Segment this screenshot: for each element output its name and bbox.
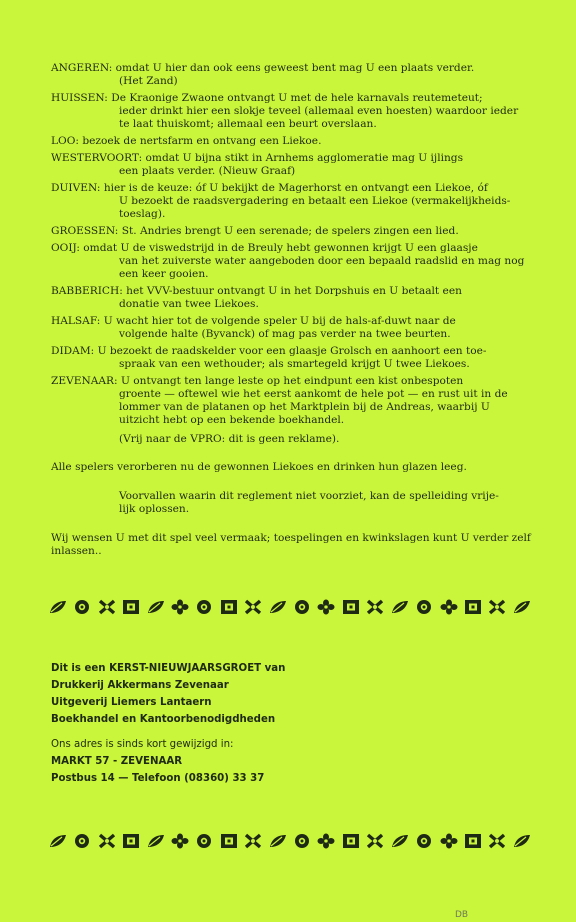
paragraph-voorvallen-b: lijk oplossen.: [119, 503, 190, 515]
rule-lead: ANGEREN: omdat U hier dan ook eens geweest bent mag U een plaats verder.: [51, 62, 475, 74]
cross-icon: [97, 599, 117, 615]
corner-stamp: DB: [455, 910, 469, 920]
paragraph-voorvallen-a: Voorvallen waarin dit reglement niet voorziet, kan de spelleiding vrije-: [119, 490, 499, 502]
square-icon: [463, 599, 483, 615]
rule-lead: HALSAF: U wacht hier tot de volgende speler U bij de hals-af-duwt naar de: [51, 315, 456, 327]
rule-entry: [51, 315, 531, 341]
cross-icon: [365, 599, 385, 615]
rosette-icon: [72, 833, 92, 849]
rule-lead: OOIJ: omdat U de viswedstrijd in de Breuly hebt gewonnen krijgt U een glaasje: [51, 242, 478, 254]
address-changed-note: Ons adres is sinds kort gewijzigd in:: [51, 739, 234, 750]
rule-entry: [51, 62, 531, 88]
leaf-icon: [48, 833, 68, 849]
vpro-quote: (Vrij naar de VPRO: dit is geen reklame).: [119, 433, 340, 445]
rosette-icon: [292, 599, 312, 615]
rule-entry: [51, 345, 531, 371]
cross-icon: [487, 599, 507, 615]
rule-entry: [51, 375, 531, 427]
flower-icon: [316, 599, 336, 615]
rule-continuation: een plaats verder. (Nieuw Graaf): [119, 165, 296, 177]
leaf-icon: [146, 599, 166, 615]
rule-continuation: volgende halte (Byvanck) of mag pas verder na twee beurten.: [119, 328, 451, 340]
rule-entry: [51, 135, 531, 148]
cross-icon: [487, 833, 507, 849]
rule-lead: DUIVEN: hier is de keuze: óf U bekijkt de Magerhorst en ontvangt een Liekoe, óf: [51, 182, 488, 194]
cross-icon: [97, 833, 117, 849]
flower-icon: [170, 599, 190, 615]
rule-continuation: spraak van een wethouder; als smartegeld krijgt U twee Liekoes.: [119, 358, 470, 370]
cross-icon: [243, 599, 263, 615]
ornament-border-bottom: [48, 832, 532, 850]
rule-continuation: van het zuiverste water aangeboden door een bepaald raadslid en mag nog een keer gooien.: [119, 255, 525, 280]
leaf-icon: [390, 833, 410, 849]
square-icon: [341, 599, 361, 615]
square-icon: [463, 833, 483, 849]
flower-icon: [439, 599, 459, 615]
rule-continuation: donatie van twee Liekoes.: [119, 298, 259, 310]
rule-entry: [51, 152, 531, 178]
square-icon: [219, 599, 239, 615]
rule-lead: BABBERICH: het VVV-bestuur ontvangt U in het Dorpshuis en U betaalt een: [51, 285, 462, 297]
leaf-icon: [268, 833, 288, 849]
rule-continuation: (Het Zand): [119, 75, 178, 87]
rule-entry: [51, 242, 531, 281]
rosette-icon: [194, 599, 214, 615]
square-icon: [219, 833, 239, 849]
company-publisher: Uitgeverij Liemers Lantaern: [51, 697, 212, 708]
rosette-icon: [414, 833, 434, 849]
address-postbus-phone: Postbus 14 — Telefoon (08360) 33 37: [51, 773, 265, 784]
paragraph-spelers: Alle spelers verorberen nu de gewonnen Liekoes en drinken hun glazen leeg.: [51, 461, 467, 473]
paragraph-wensen: Wij wensen U met dit spel veel vermaak; toespelingen en kwinkslagen kunt U verder zelf inlassen..: [51, 532, 531, 557]
flower-icon: [316, 833, 336, 849]
rule-continuation: U bezoekt de raadsvergadering en betaalt een Liekoe (vermakelijkheids-toeslag).: [119, 195, 511, 220]
leaf-icon: [146, 833, 166, 849]
rule-entry: [51, 285, 531, 311]
leaf-icon: [48, 599, 68, 615]
company-printer: Drukkerij Akkermans Zevenaar: [51, 680, 229, 691]
rule-entry: [51, 182, 531, 221]
rule-lead: HUISSEN: De Kraonige Zwaone ontvangt U met de hele karnavals reutemeteut;: [51, 92, 483, 104]
square-icon: [121, 833, 141, 849]
rule-continuation: ieder drinkt hier een slokje teveel (allemaal even hoesten) waardoor ieder te laat thuiskomt; allemaal een beurt overslaan.: [119, 105, 519, 130]
rosette-icon: [292, 833, 312, 849]
leaf-icon: [390, 599, 410, 615]
rule-continuation: groente — oftewel wie het eerst aankomt de hele pot — en rust uit in de lommer van de platanen op het Marktplein bij de Andreas, waarbij U uitzicht hebt op een bekende boekhandel.: [119, 388, 508, 426]
rosette-icon: [414, 599, 434, 615]
square-icon: [341, 833, 361, 849]
square-icon: [121, 599, 141, 615]
ornament-border-top: [48, 598, 532, 616]
address-street: MARKT 57 - ZEVENAAR: [51, 756, 183, 767]
footer-greeting: [51, 660, 531, 787]
rosette-icon: [194, 833, 214, 849]
cross-icon: [243, 833, 263, 849]
rule-lead: ZEVENAAR: U ontvangt ten lange leste op het eindpunt een kist onbespoten: [51, 375, 464, 387]
rule-entry: [51, 92, 531, 131]
rules-list: [51, 62, 531, 446]
leaf-icon: [268, 599, 288, 615]
rule-entry: [51, 225, 531, 238]
company-bookstore: Boekhandel en Kantoorbenodigdheden: [51, 714, 276, 725]
flower-icon: [439, 833, 459, 849]
rule-lead: WESTERVOORT: omdat U bijna stikt in Arnhems agglomeratie mag U ijlings: [51, 152, 464, 164]
paragraph-voorvallen: [51, 490, 531, 516]
leaf-icon: [512, 599, 532, 615]
rule-lead: DIDAM: U bezoekt de raadskelder voor een glaasje Grolsch en aanhoort een toe-: [51, 345, 487, 357]
leaf-icon: [512, 833, 532, 849]
rule-lead: GROESSEN: St. Andries brengt U een serenade; de spelers zingen een lied.: [51, 225, 459, 237]
rule-lead: LOO: bezoek de nertsfarm en ontvang een Liekoe.: [51, 135, 322, 147]
flower-icon: [170, 833, 190, 849]
greeting-line: Dit is een KERST-NIEUWJAARSGROET van: [51, 663, 286, 674]
cross-icon: [365, 833, 385, 849]
rosette-icon: [72, 599, 92, 615]
